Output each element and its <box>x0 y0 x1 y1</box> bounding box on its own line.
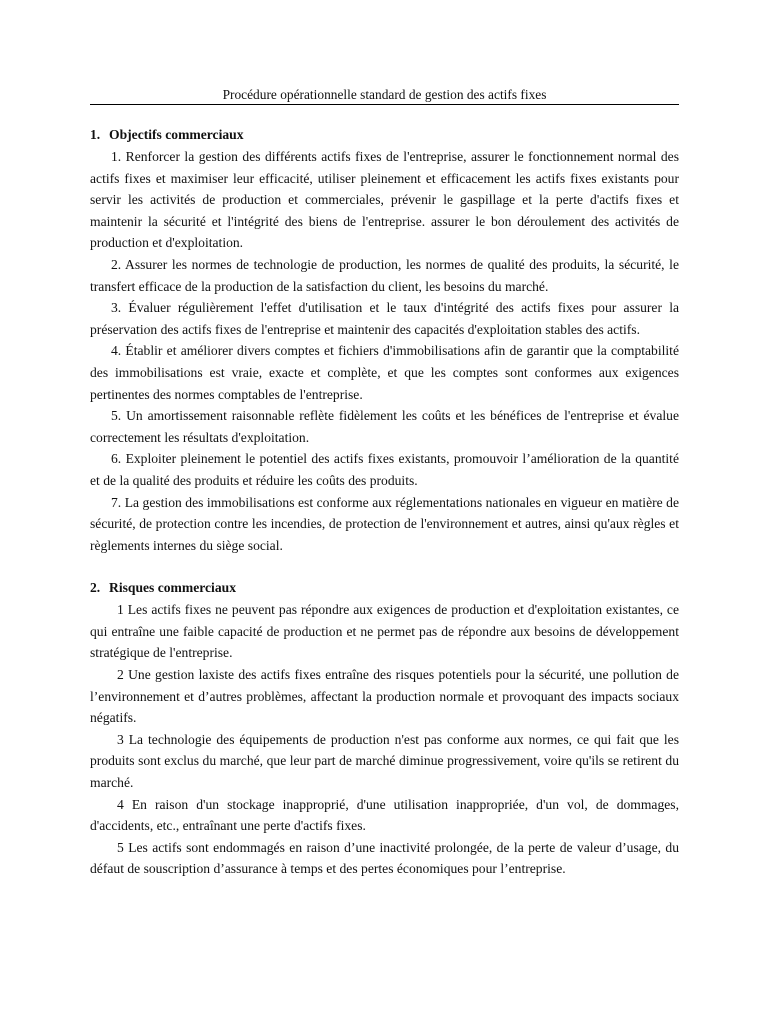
section-heading <box>90 124 679 146</box>
page-header: Procédure opérationnelle standard de gestion des actifs fixes <box>90 87 679 105</box>
section-number: 2. <box>90 580 101 596</box>
section-title: Objectifs commerciaux <box>109 127 244 142</box>
paragraph: 1 Les actifs fixes ne peuvent pas répondre aux exigences de production et d'exploitation existantes, ce qui entraîne une faible capacité de production et ne permet pas de répondre aux besoins de développement stratégique de l'entreprise. <box>90 602 679 661</box>
paragraph: 5. Un amortissement raisonnable reflète fidèlement les coûts et les bénéfices de l'entreprise et évalue correctement les résultats d'exploitation. <box>90 408 679 445</box>
paragraph: 6. Exploiter pleinement le potentiel des actifs fixes existants, promouvoir l’amélioration de la quantité et de la qualité des produits et réduire les coûts des produits. <box>90 451 679 488</box>
paragraph: 4 En raison d'un stockage inapproprié, d'une utilisation inappropriée, d'un vol, de dommages, d'accidents, etc., entraînant une perte d'actifs fixes. <box>90 796 679 834</box>
paragraph: 1. Renforcer la gestion des différents actifs fixes de l'entreprise, assurer le fonctionnement normal des actifs fixes et maximiser leur efficacité, utiliser pleinement et efficacement les actifs fixes existants pour servir les activités de production et commerciales, prévenir le gaspillage et la perte d'actifs fixes et maintenir la sécurité et l'intégrité des biens de l'entreprise. assurer le bon déroulement des activités de production et d'exploitation. <box>90 149 679 251</box>
paragraph: 7. La gestion des immobilisations est conforme aux réglementations nationales en vigueur en matière de sécurité, de protection contre les incendies, de protection de l'environnement et autres, ainsi qu'aux règles et règlements internes du siège social. <box>90 494 679 553</box>
section-heading <box>90 577 679 599</box>
section-number: 1. <box>90 127 101 142</box>
paragraph: 3. Évaluer régulièrement l'effet d'utilisation et le taux d'intégrité des actifs fixes pour assurer la préservation des actifs fixes de l'entreprise et maintenir des capacités d'exploitation stables des actifs. <box>90 300 679 337</box>
section-risques <box>90 577 679 880</box>
section-objectifs <box>90 124 679 556</box>
paragraph: 3 La technologie des équipements de production n'est pas conforme aux normes, ce qui fait que les produits sont exclus du marché, que leur part de marché diminue progressivement, voire qu'ils se retirent du marché. <box>90 731 679 791</box>
paragraph: 2. Assurer les normes de technologie de production, les normes de qualité des produits, la sécurité, le transfert efficace de la production de la satisfaction du client, les besoins du marché. <box>90 256 679 294</box>
paragraph: 4. Établir et améliorer divers comptes et fichiers d'immobilisations afin de garantir que la comptabilité des immobilisations est vraie, exacte et complète, et que les comptes sont conformes aux exigences pertinentes des normes comptables de l'entreprise. <box>90 343 679 402</box>
paragraph: 2 Une gestion laxiste des actifs fixes entraîne des risques potentiels pour la sécurité, une pollution de l’environnement et d’autres problèmes, affectant la production normale et provoquant des impacts sociaux négatifs. <box>90 667 679 726</box>
paragraph: 5 Les actifs sont endommagés en raison d’une inactivité prolongée, de la perte de valeur d’usage, du défaut de souscription d’assurance à temps et des pertes économiques pour l’entreprise. <box>90 839 679 877</box>
section-title: Risques commerciaux <box>109 580 236 596</box>
